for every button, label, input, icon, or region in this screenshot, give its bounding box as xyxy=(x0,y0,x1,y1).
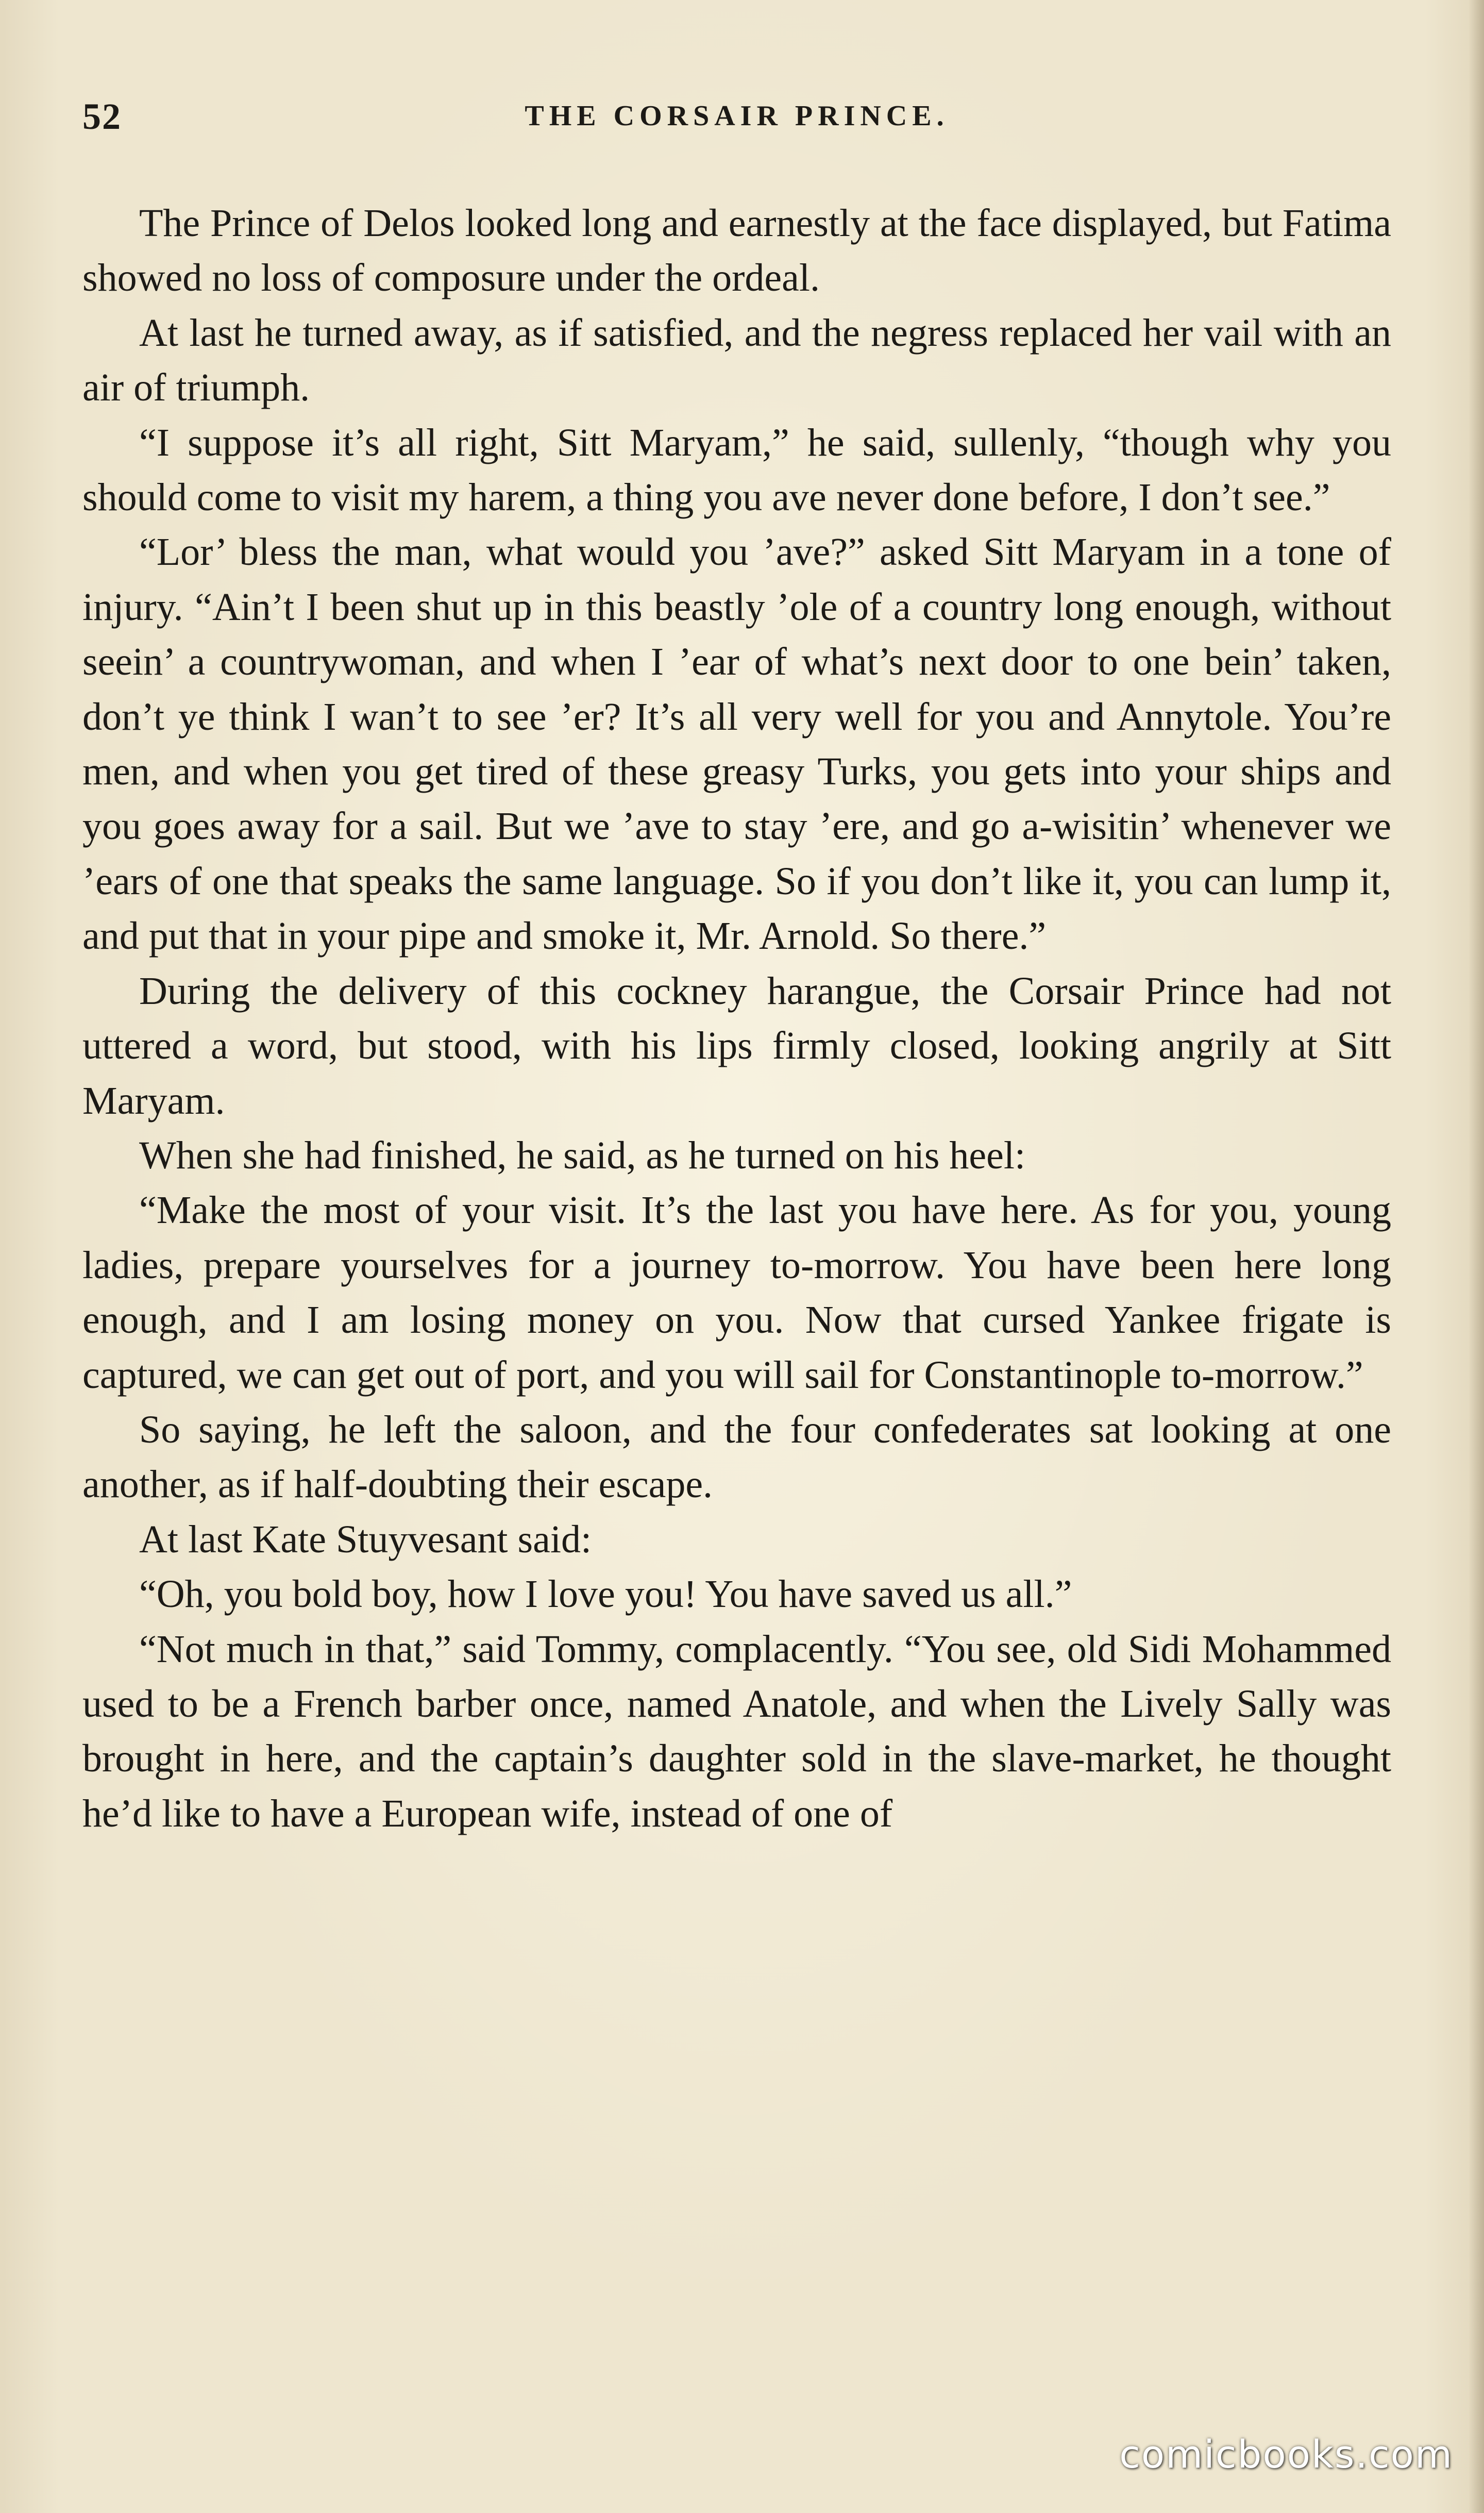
paragraph: “I suppose it’s all right, Sitt Maryam,” he said, sullenly, “though why you should come to visit my harem, a thing you ave never done before, I don’t see.” xyxy=(82,421,1391,520)
paragraph: The Prince of Delos looked long and earnestly at the face displayed, but Fatima showed no loss of composure under the ordeal. xyxy=(82,202,1391,300)
page-edge-shadow xyxy=(1469,0,1484,2513)
body-text xyxy=(82,196,1391,1841)
running-head: THE CORSAIR PRINCE. xyxy=(525,100,949,132)
watermark: comicbooks.com xyxy=(1119,2433,1453,2477)
page-number: 52 xyxy=(82,96,122,137)
page-header xyxy=(82,95,1391,147)
paragraph: During the delivery of this cockney harangue, the Corsair Prince had not uttered a word, but stood, with his lips firmly closed, looking angrily at Sitt Maryam. xyxy=(82,969,1391,1123)
paragraph: “Lor’ bless the man, what would you ’ave?” asked Sitt Maryam in a tone of injury. “Ain’t I been shut up in this beastly ’ole of a country long enough, without seein’ a countrywoman, and when I ’ear of what’s next door to one bein’ taken, don’t ye think I wan’t to see ’er? It’s all very well for you and Annytole. You’re men, and when you get tired of these greasy Turks, you gets into your ships and you goes away for a sail. But we ’ave to stay ’ere, and go a-wisitin’ whenever we ’ears of one that speaks the same language. So if you don’t like it, you can lump it, and put that in your pipe and smoke it, Mr. Arnold. So there.” xyxy=(82,530,1391,958)
paragraph: “Oh, you bold boy, how I love you! You have saved us all.” xyxy=(139,1572,1072,1616)
paragraph: “Make the most of your visit. It’s the last you have here. As for you, young ladies, prepare yourselves for a journey to-morrow. You have been here long enough, and I am losing money on you. Now that cursed Yankee frigate is captured, we can get out of port, and you will sail for Constantinople to-morrow.” xyxy=(82,1188,1391,1397)
paragraph: At last he turned away, as if satisfied, and the negress replaced her vail with an air of triumph. xyxy=(82,311,1391,410)
paragraph: “Not much in that,” said Tommy, complacently. “You see, old Sidi Mohammed used to be a French barber once, named Anatole, and when the Lively Sally was brought in here, and the captain’s daughter sold in the slave-market, he thought he’d like to have a European wife, instead of one of xyxy=(82,1627,1391,1835)
paragraph: So saying, he left the saloon, and the four confederates sat looking at one another, as if half-doubting their escape. xyxy=(82,1408,1391,1506)
paragraph: When she had finished, he said, as he turned on his heel: xyxy=(139,1133,1026,1177)
paragraph: At last Kate Stuyvesant said: xyxy=(139,1517,592,1561)
